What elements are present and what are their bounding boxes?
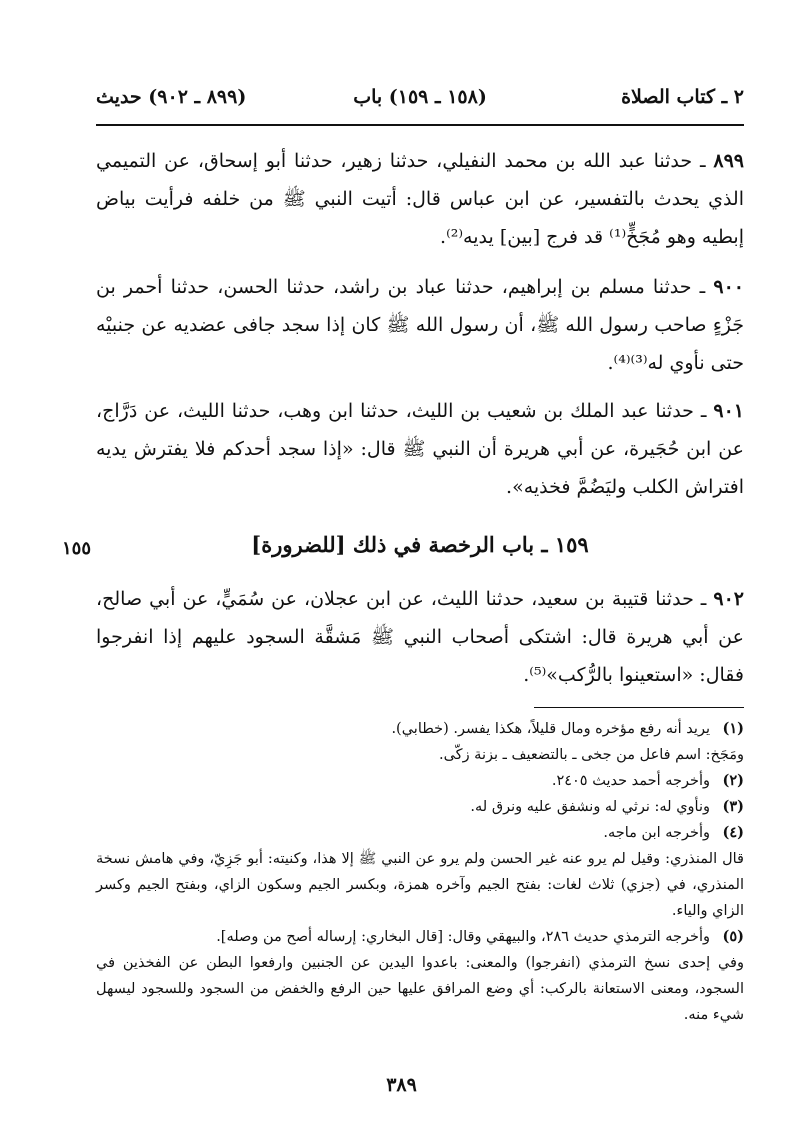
- footnote-text: ونأوي له: نرثي له ونشفق عليه ونرق له.: [470, 799, 710, 815]
- footnote-1: [96, 716, 744, 742]
- footnote-3: [96, 794, 744, 820]
- footnote-text: وأخرجه أحمد حديث ٢٤٠٥.: [551, 773, 710, 789]
- hadith-text: ـ حدثنا عبد الله بن محمد النفيلي، حدثنا زهير، حدثنا أبو إسحاق، عن التميمي الذي يحدث بالتفسير، عن ابن عباس قال: أتيت النبي ﷺ من خلفه فرأيت بياض إبطيه وهو مُجَخٍّ⁽¹⁾ قد فرج [بين] يديه⁽²⁾.: [96, 150, 744, 248]
- hadith-number: ٨٩٩: [713, 150, 744, 172]
- footnotes: [96, 716, 744, 1028]
- footnote-mark: (٢): [722, 772, 744, 789]
- hadith-901: [96, 392, 744, 506]
- page-number: ٣٨٩: [386, 1074, 417, 1096]
- footnote-mark: (٤): [722, 824, 744, 841]
- hadith-899: [96, 142, 744, 256]
- margin-number: ١٥٥: [62, 538, 92, 559]
- header-hadith-range: (٨٩٩ ـ ٩٠٢) حديث: [96, 86, 247, 108]
- footnote-text: وأخرجه الترمذي حديث ٢٨٦، والبيهقي وقال: [قال البخاري: إرساله أصح من وصله].: [216, 929, 710, 945]
- header-chapter-range: (١٥٨ ـ ١٥٩) باب: [353, 86, 487, 108]
- footnote-mark: (٥): [722, 928, 744, 945]
- hadith-number: ٩٠٠: [713, 276, 744, 298]
- chapter-title: ١٥٩ ـ باب الرخصة في ذلك [للضرورة]: [251, 532, 589, 557]
- footnote-4: [96, 820, 744, 846]
- hadith-902: [96, 580, 744, 694]
- hadith-number: ٩٠٢: [713, 588, 744, 610]
- footnote-mark: (١): [722, 720, 744, 737]
- hadith-text: ـ حدثنا قتيبة بن سعيد، حدثنا الليث، عن ابن عجلان، عن سُمَيٍّ، عن أبي صالح، عن أبي هريرة قال: اشتكى أصحاب النبي ﷺ مَشقَّة السجود عليهم إذا انفرجوا فقال: «استعينوا بالرُّكب»⁽⁵⁾.: [96, 588, 744, 686]
- footnote-5: [96, 924, 744, 950]
- footnote-continuation: وفي إحدى نسخ الترمذي (انفرجوا) والمعنى: باعدوا اليدين عن الجنبين وارفعوا البطن عن الفخذين في السجود، ومعنى الاستعانة بالركب: أي وضع المرافق عليها حين الرفع والخفض من السجود وللسجود ليسهل شيء منه.: [96, 955, 744, 1023]
- footnote-mark: (٣): [722, 798, 744, 815]
- footnote-text: يريد أنه رفع مؤخره ومال قليلاً، هكذا يفسر. (خطابي).: [391, 721, 710, 737]
- header-rule: [96, 124, 744, 126]
- footnote-continuation: قال المنذري: وقيل لم يرو عنه غير الحسن ولم يرو عن النبي ﷺ إلا هذا، وكنيته: أبو جَزِيّ، وفي هامش نسخة المنذري، في (جزي) ثلاث لغات: بفتح الجيم وآخره همزة، وبكسر الجيم وسكون الزاي، وبفتح الجيم وكسر الزاي والياء.: [96, 851, 744, 919]
- hadith-number: ٩٠١: [713, 400, 744, 422]
- hadith-900: [96, 268, 744, 382]
- footnote-text: وأخرجه ابن ماجه.: [603, 825, 710, 841]
- hadith-text: ـ حدثنا مسلم بن إبراهيم، حدثنا عباد بن راشد، حدثنا الحسن، حدثنا أحمر بن جَزْءٍ صاحب رسول الله ﷺ، أن رسول الله ﷺ كان إذا سجد جافى عضديه عن جنبيْه حتى نأوي له⁽³⁾⁽⁴⁾.: [96, 276, 744, 374]
- footnote-rule: [534, 707, 744, 708]
- footnote-continuation: ومَجَخ: اسم فاعل من جخى ـ بالتضعيف ـ بزنة زكّى.: [438, 747, 744, 763]
- hadith-text: ـ حدثنا عبد الملك بن شعيب بن الليث، حدثنا ابن وهب، حدثنا الليث، عن دَرَّاج، عن ابن حُجَيرة، عن أبي هريرة أن النبي ﷺ قال: «إذا سجد أحدكم فلا يفترش يديه افتراش الكلب وليَضُمَّ فخذيه».: [96, 400, 744, 498]
- footnote-2: [96, 768, 744, 794]
- running-header: [96, 86, 744, 116]
- header-book-title: ٢ ـ كتاب الصلاة: [621, 86, 744, 108]
